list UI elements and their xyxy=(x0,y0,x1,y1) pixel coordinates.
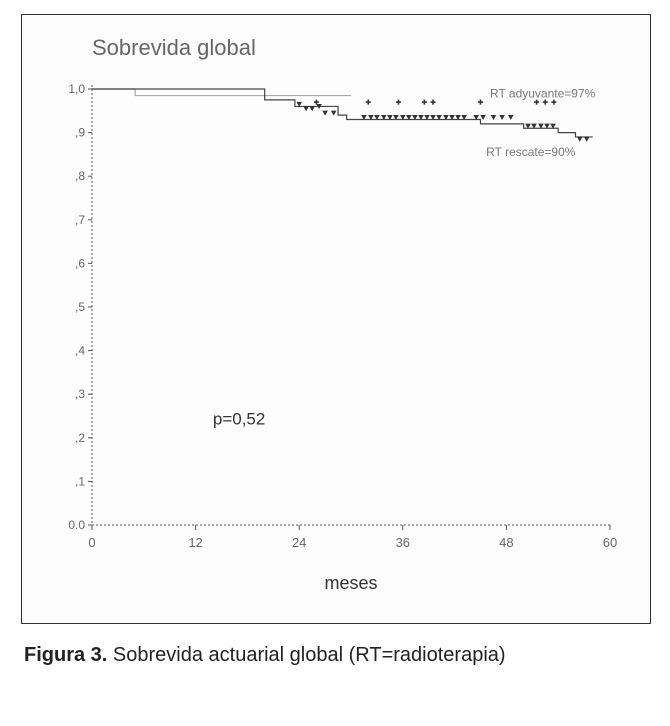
censor-mark-adyuvante xyxy=(478,100,483,105)
y-tick-label: 0.0 xyxy=(68,518,85,532)
figure-caption xyxy=(24,644,506,667)
series-label-rescate: RT rescate=90% xyxy=(486,145,576,160)
censor-mark-rescate xyxy=(508,115,514,120)
chart-title: Sobrevida global xyxy=(92,35,256,60)
x-tick-label: 36 xyxy=(395,535,411,550)
p-value-annotation: p=0,52 xyxy=(212,409,266,429)
series-label-adyuvante: RT adyuvante=97% xyxy=(490,86,596,101)
y-tick-label: 1,0 xyxy=(68,82,85,96)
censor-mark-rescate xyxy=(309,106,315,111)
censor-mark-rescate xyxy=(331,111,337,116)
y-tick-label: ,2 xyxy=(74,430,85,445)
survival-chart xyxy=(22,15,650,623)
censor-mark-rescate xyxy=(303,106,309,111)
censor-markers xyxy=(296,100,589,142)
y-tick-label: ,8 xyxy=(74,169,85,184)
censor-mark-adyuvante xyxy=(396,100,401,105)
censor-mark-adyuvante xyxy=(431,100,436,105)
caption-text: Sobrevida actuarial global (RT=radioterapia) xyxy=(107,644,506,666)
x-tick-label: 48 xyxy=(499,535,514,550)
censor-mark-adyuvante xyxy=(314,100,319,105)
y-tick-label: ,5 xyxy=(74,300,85,314)
censor-mark-rescate xyxy=(480,115,486,120)
censor-mark-rescate xyxy=(577,137,583,142)
y-tick-label: ,4 xyxy=(74,343,85,358)
censor-mark-rescate xyxy=(322,111,328,116)
censor-mark-rescate xyxy=(499,115,505,120)
curve-rt-adyuvante xyxy=(92,89,351,96)
censor-mark-rescate xyxy=(584,137,590,142)
caption-label: Figura 3. xyxy=(24,644,108,666)
x-tick-label: 60 xyxy=(602,535,618,550)
y-tick-label: ,6 xyxy=(74,256,85,271)
y-tick-label: ,3 xyxy=(74,387,85,402)
x-tick-label: 24 xyxy=(291,535,307,550)
x-tick-label: 12 xyxy=(188,535,203,550)
y-tick-label: ,1 xyxy=(74,474,85,489)
censor-mark-rescate xyxy=(491,115,497,120)
y-tick-label: ,7 xyxy=(74,212,85,227)
y-tick-label: ,9 xyxy=(74,125,85,140)
x-axis-label: meses xyxy=(324,573,378,593)
x-tick-label: 0 xyxy=(88,535,96,550)
figure-panel xyxy=(21,14,651,624)
censor-mark-adyuvante xyxy=(422,100,427,105)
censor-mark-adyuvante xyxy=(366,100,371,105)
